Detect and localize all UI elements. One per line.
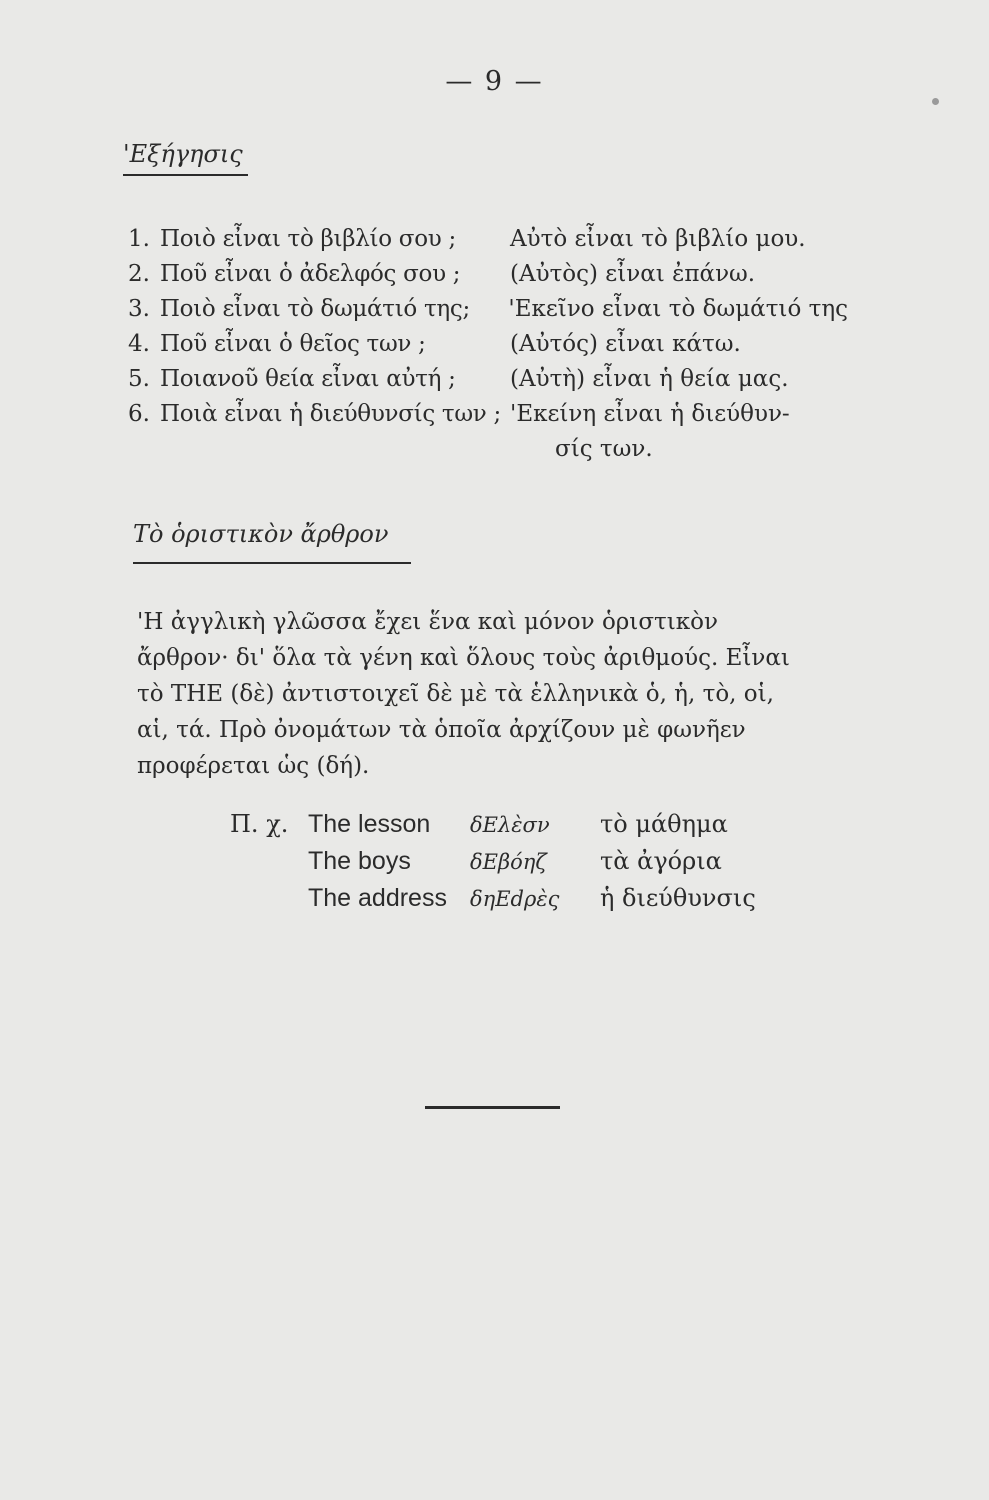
paragraph-line: τὸ THE (δὲ) ἀντιστοιχεῖ δὲ μὲ τὰ ἑλληνικὰ ὁ, ἡ, τὸ, οἱ, [137, 681, 774, 707]
answer-text: (Αὐτὸς) εἶναι ἐπάνω. [510, 261, 756, 287]
english-phrase: The address [308, 884, 447, 912]
qa-row [128, 401, 848, 436]
answer-text: 'Εκεῖνο εἶναι τὸ δωμάτιό της [508, 296, 848, 322]
answer-continuation: σίς των. [555, 436, 653, 462]
greek-translation: ἡ διεύθυνσις [600, 884, 756, 912]
row-number: 5. [128, 366, 150, 392]
pronunciation: δΕβόηζ [470, 850, 547, 874]
paragraph-line: αἱ, τά. Πρὸ ὀνομάτων τὰ ὁποῖα ἀρχίζουν μὲ φωνῆεν [137, 717, 746, 743]
section-heading-exegesis: 'Εξήγησις [123, 140, 248, 176]
english-phrase: The lesson [308, 810, 431, 838]
answer-text: Αὐτὸ εἶναι τὸ βιβλίο μου. [510, 226, 806, 252]
qa-row [128, 366, 848, 401]
row-number: 2. [128, 261, 150, 287]
example-row [230, 810, 756, 847]
qa-row-continuation [128, 436, 848, 471]
qa-row [128, 226, 848, 261]
row-number: 6. [128, 401, 150, 427]
example-row [230, 884, 756, 921]
example-row [230, 847, 756, 884]
question-text: Ποιὸ εἶναι τὸ βιβλίο σου ; [160, 226, 456, 252]
pronunciation: δηΕdρὲς [470, 887, 560, 911]
ink-speck [932, 98, 939, 105]
question-text: Ποῦ εἶναι ὁ ἀδελφός σου ; [160, 261, 461, 287]
pronunciation: δΕλὲσν [470, 813, 550, 837]
paragraph-line: προφέρεται ὡς (δή). [137, 753, 370, 779]
row-number: 3. [128, 296, 150, 322]
answer-text: 'Εκείνη εἶναι ἡ διεύθυν- [510, 401, 790, 427]
qa-row [128, 331, 848, 366]
question-answer-list [128, 226, 848, 471]
paragraph-line: ἄρθρον· δι' ὅλα τὰ γένη καὶ ὅλους τοὺς ἀριθμούς. Εἶναι [137, 645, 790, 671]
qa-row [128, 261, 848, 296]
question-text: Ποιανοῦ θεία εἶναι αὐτή ; [160, 366, 456, 392]
row-number: 4. [128, 331, 150, 357]
question-text: Ποῦ εἶναι ὁ θεῖος των ; [160, 331, 426, 357]
answer-text: (Αὐτὴ) εἶναι ἡ θεία μας. [510, 366, 789, 392]
english-phrase: The boys [308, 847, 411, 875]
question-text: Ποιὰ εἶναι ἡ διεύθυνσίς των ; [160, 401, 501, 427]
answer-text: (Αὐτός) εἶναι κάτω. [510, 331, 741, 357]
examples-table [230, 810, 756, 921]
section-heading-definite-article: Τὸ ὁριστικὸν ἄρθρον [133, 520, 411, 564]
explanation-paragraph [137, 604, 837, 784]
qa-row [128, 296, 848, 331]
greek-translation: τὰ ἀγόρια [600, 847, 722, 875]
section-end-rule [425, 1106, 560, 1109]
question-text: Ποιὸ εἶναι τὸ δωμάτιό της; [159, 296, 470, 322]
row-number: 1. [128, 226, 150, 252]
page-number: — 9 — [445, 66, 544, 97]
examples-label: Π. χ. [230, 810, 289, 838]
greek-translation: τὸ μάθημα [600, 810, 728, 838]
paragraph-line: 'Η ἀγγλικὴ γλῶσσα ἔχει ἕνα καὶ μόνον ὁριστικὸν [137, 609, 718, 635]
